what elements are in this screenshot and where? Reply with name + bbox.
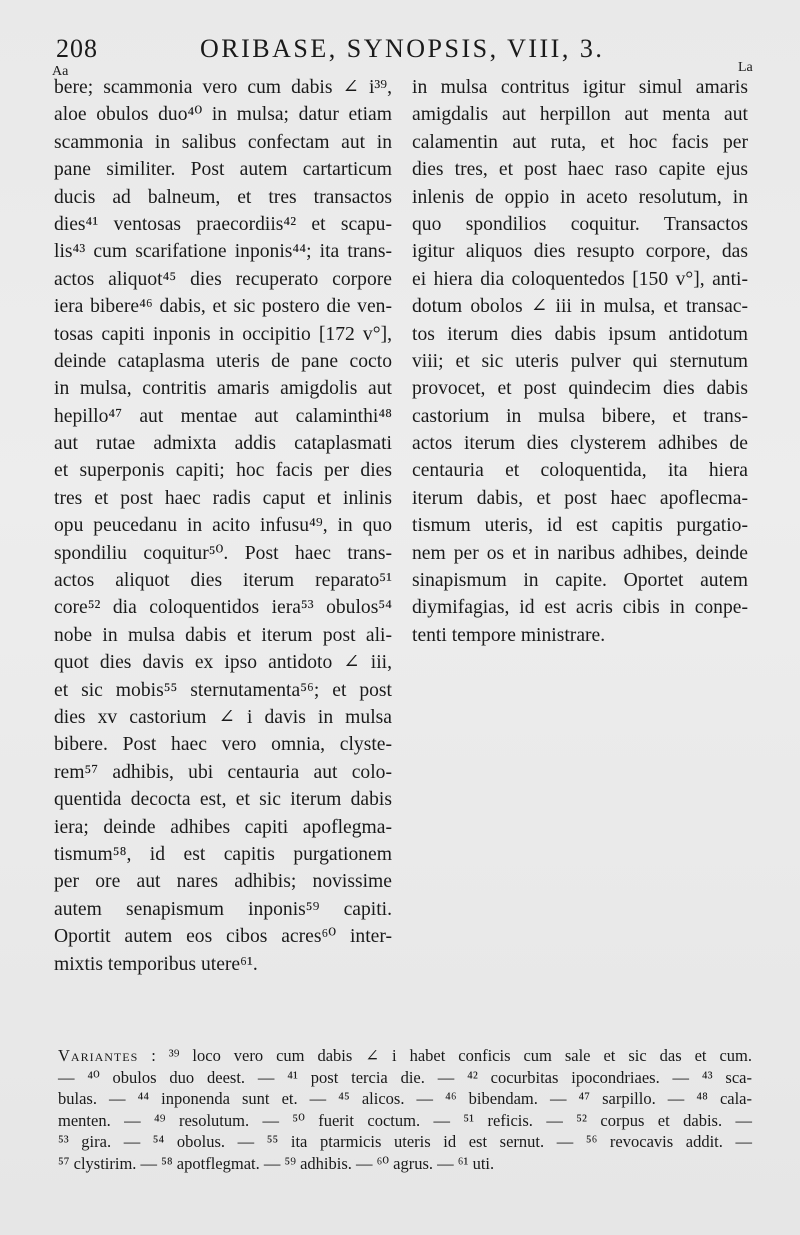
left-column-text — [54, 74, 392, 978]
text-line: bibere. Post haec vero omnia, clyste- — [54, 734, 392, 756]
text-line: iera bibere⁴⁶ dabis, et sic postero die ven- — [54, 296, 392, 318]
text-line: ducis ad balneum, et tres transactos — [54, 186, 392, 208]
variantes-label: Variantes — [58, 1046, 139, 1065]
show-through-text — [700, 640, 790, 1000]
text-line: iterum dabis, et post haec apoflecma- — [412, 487, 748, 509]
running-title: ORIBASE, SYNOPSIS, VIII, 3. — [200, 34, 605, 63]
text-line: rem⁵⁷ adhibis, ubi centauria aut colo- — [54, 761, 392, 783]
text-line: mixtis temporibus utere⁶¹. — [54, 953, 258, 975]
text-line: iera; deinde adhibes capiti apoflegma- — [54, 816, 392, 838]
text-line: hepillo⁴⁷ aut mentae aut calaminthi⁴⁸ — [54, 405, 392, 427]
page-header — [0, 30, 800, 62]
text-line: tos iterum dies dabis ipsum antidotum — [412, 323, 748, 345]
text-line: viii; et sic uteris pulver qui sternutum — [412, 350, 748, 372]
variantes-line: ⁵³ gira. — ⁵⁴ obolus. — ⁵⁵ ita ptarmicis uteris id est sernut. — ⁵⁶ revocavis addit. — — [58, 1132, 752, 1152]
text-line: in mulsa, contritis amaris amigdolis aut — [54, 378, 392, 400]
text-line: quot dies davis ex ipso antidoto ∠ iii, — [54, 652, 392, 674]
text-line: castorium in mulsa bibere, et trans- — [412, 405, 748, 427]
text-line: pane similiter. Post autem cartarticum — [54, 159, 392, 181]
signature-mark: Aa — [52, 64, 69, 79]
text-line: lis⁴³ cum scarifatione inponis⁴⁴; ita trans- — [54, 241, 392, 263]
text-line: bere; scammonia vero cum dabis ∠ i³⁹, — [54, 77, 392, 98]
text-line: Oportit autem eos cibos acres⁶⁰ inter- — [54, 926, 392, 948]
variantes-line: — ⁴⁰ obulos duo deest. — ⁴¹ post tercia die. — ⁴² cocurbitas ipocondriaes. — ⁴³ sca- — [58, 1067, 752, 1087]
variantes-line — [58, 1045, 752, 1067]
text-line: actos aliquot dies iterum reparato⁵¹ — [54, 570, 392, 592]
text-line: tenti tempore ministrare. — [412, 624, 606, 646]
text-line: centauria et coloquentida, ita hiera — [412, 460, 748, 482]
text-line: dies⁴¹ ventosas praecordiis⁴² et scapu- — [54, 213, 392, 235]
text-line: et sic mobis⁵⁵ sternutamenta⁵⁶; et post — [54, 679, 392, 701]
text-line: igitur aliquos dies resupto corpore, das — [412, 241, 748, 263]
text-line: et superponis capiti; hoc facis per dies — [54, 460, 392, 482]
text-line: dies xv castorium ∠ i davis in mulsa — [54, 706, 392, 728]
catchword: La — [738, 60, 753, 75]
text-line: amigdalis aut herpillon aut menta aut — [412, 104, 748, 126]
text-line: autem senapismum inponis⁵⁹ capiti. — [54, 898, 392, 920]
variantes-line: bulas. — ⁴⁴ inponenda sunt et. — ⁴⁵ alicos. — ⁴⁶ bibendam. — ⁴⁷ sarpillo. — ⁴⁸ cala- — [58, 1089, 752, 1109]
text-line: actos iterum dies clysterem adhibes de — [412, 433, 748, 455]
variantes-line: menten. — ⁴⁹ resolutum. — ⁵⁰ fuerit coctum. — ⁵¹ reficis. — ⁵² corpus et dabis. — — [58, 1110, 752, 1130]
text-line: diymifagias, id est acris cibis in conpe- — [412, 597, 748, 619]
text-line: tismum⁵⁸, id est capitis purgationem — [54, 843, 392, 865]
text-line: dies tres, et post haec raso capite ejus — [412, 159, 748, 181]
text-line: deinde cataplasma uteris de pane cocto — [54, 350, 392, 372]
right-column-text — [412, 74, 748, 649]
text-line: calamentin aut ruta, et hoc facis per — [412, 131, 748, 153]
text-line: quentida decocta est, et sic iterum dabis — [54, 789, 392, 811]
text-line: sinapismum in capite. Oportet autem — [412, 570, 748, 592]
text-line: spondiliu coquitur⁵⁰. Post haec trans- — [54, 542, 392, 564]
text-line: quo spondilios coquitur. Transactos — [412, 213, 748, 235]
text-line: ei hiera dia coloquentedos [150 v°], anti- — [412, 268, 748, 290]
text-line: scammonia in salibus confectam aut in — [54, 131, 392, 153]
text-line: nem per os et in naribus adhibes, deinde — [412, 542, 748, 564]
text-line: aut rutae admixta addis cataplasmati — [54, 433, 392, 455]
variantes-line: ⁵⁷ clystirim. — ⁵⁸ apotflegmat. — ⁵⁹ adhibis. — ⁶⁰ agrus. — ⁶¹ uti. — [58, 1153, 495, 1173]
text-line: provocet, et post quindecim dies dabis — [412, 378, 748, 400]
page-number: 208 — [56, 34, 98, 63]
text-line: actos aliquot⁴⁵ dies recuperato corpore — [54, 268, 392, 290]
variantes-apparatus — [58, 1045, 752, 1175]
text-line: tosas capiti inponis in occipitio [172 v°], — [54, 323, 392, 345]
text-line: nobe in mulsa dabis et iterum post ali- — [54, 624, 392, 646]
variantes-text: : ³⁹ loco vero cum dabis ∠ i habet conficis cum sale et sic das et cum. — [138, 1046, 752, 1065]
text-line: per ore aut nares adhibis; novissime — [54, 871, 392, 893]
text-line: opu peucedanu in acito infusu⁴⁹, in quo — [54, 515, 392, 537]
text-line: tres et post haec radis caput et inlinis — [54, 487, 392, 509]
text-line: aloe obulos duo⁴⁰ in mulsa; datur etiam — [54, 104, 392, 126]
text-line: core⁵² dia coloquentidos iera⁵³ obulos⁵⁴ — [54, 597, 392, 619]
text-line: dotum obolos ∠ iii in mulsa, et transac- — [412, 296, 748, 318]
text-line: in mulsa contritus igitur simul amaris — [412, 77, 748, 98]
text-line: inlenis de oppio in aceto resolutum, in — [412, 186, 748, 208]
text-line: tismum uteris, id est capitis purgatio- — [412, 515, 748, 537]
